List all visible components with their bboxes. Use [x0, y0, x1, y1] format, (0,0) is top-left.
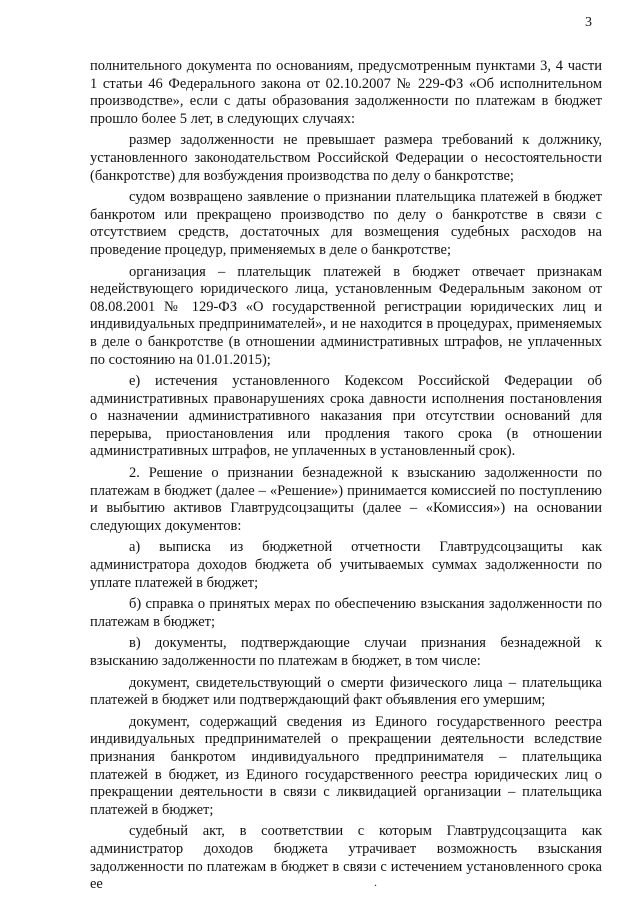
paragraph-inactive-organization: организация – плательщик платежей в бюджет отвечает признакам недействующего юридического лица, установленным Федеральным законом от 08.08.2001 № 129-ФЗ «О государственной регистрации юридических лиц и индивидуальных предпринимателей», и не находится в процедурах, применяемых в деле о банкротстве (в отношении административных штрафов, не уплаченных по состоянию на 01.01.2015); [90, 263, 602, 368]
paragraph-item-a: а) выписка из бюджетной отчетности Главтрудсоцзащиты как администратора доходов бюджета об учитываемых суммах задолженности по уплате платежей в бюджет; [90, 539, 602, 591]
paragraph-debt-size: размер задолженности не превышает размера требований к должнику, установленного законодательством Российской Федерации о несостоятельности (банкротстве) для возбуждения производства по делу о банкротстве; [90, 132, 602, 184]
paragraph-item-v: в) документы, подтверждающие случаи признания безнадежной к взысканию задолженности по платежам в бюджет, в том числе: [90, 635, 602, 669]
paragraph-court-act: судебный акт, в соответствии с которым Главтрудсоцзащита как администратор доходов бюджета утрачивает возможность взыскания задолженности по платежам в бюджет в связи с истечением установленного срока ее [90, 823, 602, 893]
paragraph-section-2: 2. Решение о признании безнадежной к взысканию задолженности по платежам в бюджет (далее – «Решение») принимается комиссией по поступлению и выбытию активов Главтрудсоцзащиты (далее – «Комиссия») на основании следующих документов: [90, 465, 602, 534]
document-body [90, 58, 602, 898]
paragraph-bankruptcy-court: судом возвращено заявление о признании плательщика платежей в бюджет банкротом или прекращено производство по делу о банкротстве в связи с отсутствием средств, достаточных для возмещения судебных расходов на проведение процедур, применяемых в деле о банкротстве; [90, 189, 602, 258]
page-number: 3 [585, 15, 592, 30]
paragraph-continuation: полнительного документа по основаниям, предусмотренным пунктами 3, 4 части 1 статьи 46 Федерального закона от 02.10.2007 № 229-ФЗ «Об исполнительном производстве», если с даты образования задолженности по платежам в бюджет прошло более 5 лет, в следующих случаях: [90, 58, 602, 127]
paragraph-registry-document: документ, содержащий сведения из Единого государственного реестра индивидуальных предпринимателей о прекращении деятельности вследствие признания банкротом индивидуального предпринимателя – плательщика платежей в бюджет, из Единого государственного реестра юридических лиц о прекращении деятельности в связи с ликвидацией организации – плательщика платежей в бюджет; [90, 713, 602, 818]
paragraph-item-e: е) истечения установленного Кодексом Российской Федерации об административных правонарушениях срока давности исполнения постановления о назначении административного наказания при отсутствии оснований для перерыва, приостановления или продления такого срока (в отношении административных штрафов, не уплаченных в установленный срок). [90, 373, 602, 460]
paragraph-item-b: б) справка о принятых мерах по обеспечению взыскания задолженности по платежам в бюджет; [90, 596, 602, 630]
footer-mark: . [374, 875, 377, 889]
paragraph-death-document: документ, свидетельствующий о смерти физического лица – плательщика платежей в бюджет или подтверждающий факт объявления его умершим; [90, 674, 602, 709]
